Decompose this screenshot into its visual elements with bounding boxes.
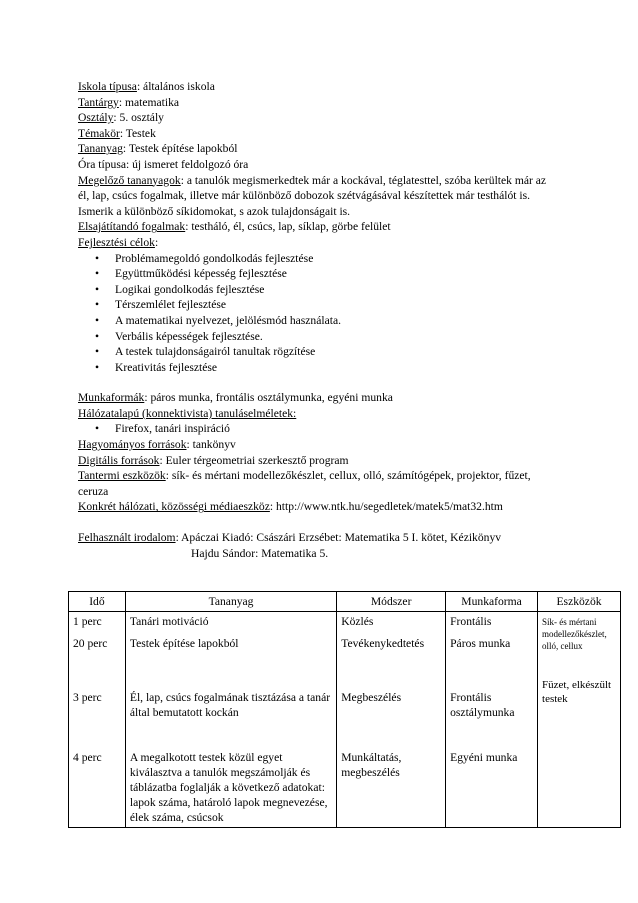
subject-label: Tantárgy — [78, 95, 119, 109]
goal-item: • A matematikai nyelvezet, jelölésmód használata. — [95, 313, 558, 329]
topic-value: : Testek — [119, 126, 156, 140]
traditional-sources-line — [78, 437, 558, 453]
prior-knowledge — [78, 173, 558, 220]
goals-label: Fejlesztési célok — [78, 235, 155, 249]
digital-sources-line — [78, 453, 558, 469]
cell-tools: Füzet, elkészült testek — [538, 676, 621, 736]
cell-time: 1 perc — [69, 612, 126, 634]
school-type-value: : általános iskola — [136, 80, 215, 93]
goal-item: • Térszemlélet fejlesztése — [95, 297, 558, 313]
digital-sources-value: : Euler térgeometriai szerkesztő program — [159, 453, 349, 467]
spacer — [78, 375, 558, 390]
literature-label: Felhasznált irodalom — [78, 531, 176, 545]
cell-form: Frontális osztálymunka — [446, 688, 538, 748]
traditional-sources-value: : tankönyv — [186, 438, 236, 452]
subject-line — [78, 95, 558, 111]
cell-method: Tevékenykedtetés — [337, 634, 446, 688]
table-header-row — [69, 592, 621, 612]
classroom-tools — [78, 468, 558, 499]
class-label: Osztály — [78, 111, 114, 125]
workforms-line — [78, 390, 558, 406]
media-label: Konkrét hálózati, közösségi médiaeszköz — [78, 500, 270, 514]
cell-content: A megalkotott testek közül egyet kiválasztva a tanulók megszámolják és táblázatba foglalják a következő adatokat: lapok száma, határoló lapok megnevezése, élek száma, csúcsok — [125, 748, 336, 828]
cell-time: 20 perc — [69, 634, 126, 688]
prior-knowledge-label: Megelőző tananyagok — [78, 173, 181, 187]
cell-form: Frontális — [446, 612, 538, 634]
lesson-plan-header — [78, 79, 558, 561]
topic-label: Témakör — [78, 126, 120, 140]
workforms-label: Munkaformák — [78, 391, 145, 405]
cell-content: Él, lap, csúcs fogalmának tisztázása a tanár által bemutatott kockán — [125, 688, 336, 748]
cell-method: Közlés — [337, 612, 446, 634]
goals-list — [78, 251, 558, 376]
classroom-tools-label: Tantermi eszközök — [78, 469, 166, 483]
class-value: : 5. osztály — [113, 111, 164, 125]
col-header-tools: Eszközök — [538, 592, 621, 612]
digital-sources-label: Digitális források — [78, 453, 160, 467]
table-row — [69, 748, 621, 828]
col-header-material: Tananyag — [125, 592, 336, 612]
col-header-method: Módszer — [337, 592, 446, 612]
network-item: • Firefox, tanári inspiráció — [95, 421, 558, 437]
cell-tools — [538, 748, 621, 828]
lesson-type: Óra típusa: új ismeret feldolgozó óra — [78, 157, 249, 171]
concepts-label: Elsajátítandó fogalmak — [78, 220, 186, 234]
table-row — [69, 688, 621, 748]
material-label: Tananyag — [78, 142, 123, 156]
cell-method: Megbeszélés — [337, 688, 446, 748]
cell-form: Egyéni munka — [446, 748, 538, 828]
prior-knowledge-value: : a tanulók megismerkedtek már a kockával, téglatesttel, szóba kerültek már az él, lap, csúcs fogalmak, illetve már különböző dobozok szétvágásával készítettek már testhálót is. Ismerik a különböző síkidomokat, s azok tulajdonságait is. — [78, 173, 547, 218]
network-list — [78, 421, 558, 437]
lesson-table — [68, 591, 621, 828]
concepts-value: : testháló, él, csúcs, lap, síklap, görbe felület — [185, 220, 391, 234]
literature-value: : Apáczai Kiadó: Császári Erzsébet: Matematika 5 I. kötet, Kézikönyv — [175, 531, 502, 545]
goal-item: • Verbális képességek fejlesztése. — [95, 329, 558, 345]
goal-item: • Problémamegoldó gondolkodás fejlesztése — [95, 251, 558, 267]
literature-line — [78, 530, 558, 546]
cell-content: Tanári motiváció — [125, 612, 336, 634]
goal-item: • Logikai gondolkodás fejlesztése — [95, 282, 558, 298]
media-line — [78, 499, 558, 515]
cell-form: Páros munka — [446, 634, 538, 688]
material-line — [78, 141, 558, 157]
literature-second: Hajdu Sándor: Matematika 5. — [191, 546, 329, 560]
cell-time: 4 perc — [69, 748, 126, 828]
goals-suffix: : — [154, 235, 159, 249]
col-header-workform: Munkaforma — [446, 592, 538, 612]
col-header-time: Idő — [69, 592, 126, 612]
goals-heading — [78, 235, 558, 251]
goal-item: • Együttműködési képesség fejlesztése — [95, 266, 558, 282]
cell-method: Munkáltatás, megbeszélés — [337, 748, 446, 828]
media-value: : http://www.ntk.hu/segedletek/matek5/mat32.htm — [269, 500, 503, 514]
topic-line — [78, 126, 558, 142]
network-theory-label: Hálózatalapú (konnektivista) tanuláselméletek: — [78, 406, 297, 420]
goal-item: • Kreativitás fejlesztése — [95, 360, 558, 376]
classroom-tools-value: : sík- és mértani modellezőkészlet, cellux, olló, számítógépek, projektor, fűzet, ceruza — [78, 469, 531, 498]
cell-tools: Sík- és mértani modellezőkészlet, olló, cellux — [538, 616, 621, 670]
cell-time: 3 perc — [69, 688, 126, 748]
subject-value: : matematika — [118, 95, 180, 109]
goal-item: • A testek tulajdonságairól tanultak rögzítése — [95, 344, 558, 360]
traditional-sources-label: Hagyományos források — [78, 438, 187, 452]
school-type-label: Iskola típusa — [78, 80, 137, 93]
spacer — [78, 515, 558, 530]
cell-content: Testek építése lapokból — [125, 634, 336, 688]
workforms-value: : páros munka, frontális osztálymunka, egyéni munka — [144, 391, 393, 405]
material-value: : Testek építése lapokból — [122, 142, 238, 156]
school-type-line — [78, 79, 558, 95]
concepts-line — [78, 219, 558, 235]
class-line — [78, 110, 558, 126]
